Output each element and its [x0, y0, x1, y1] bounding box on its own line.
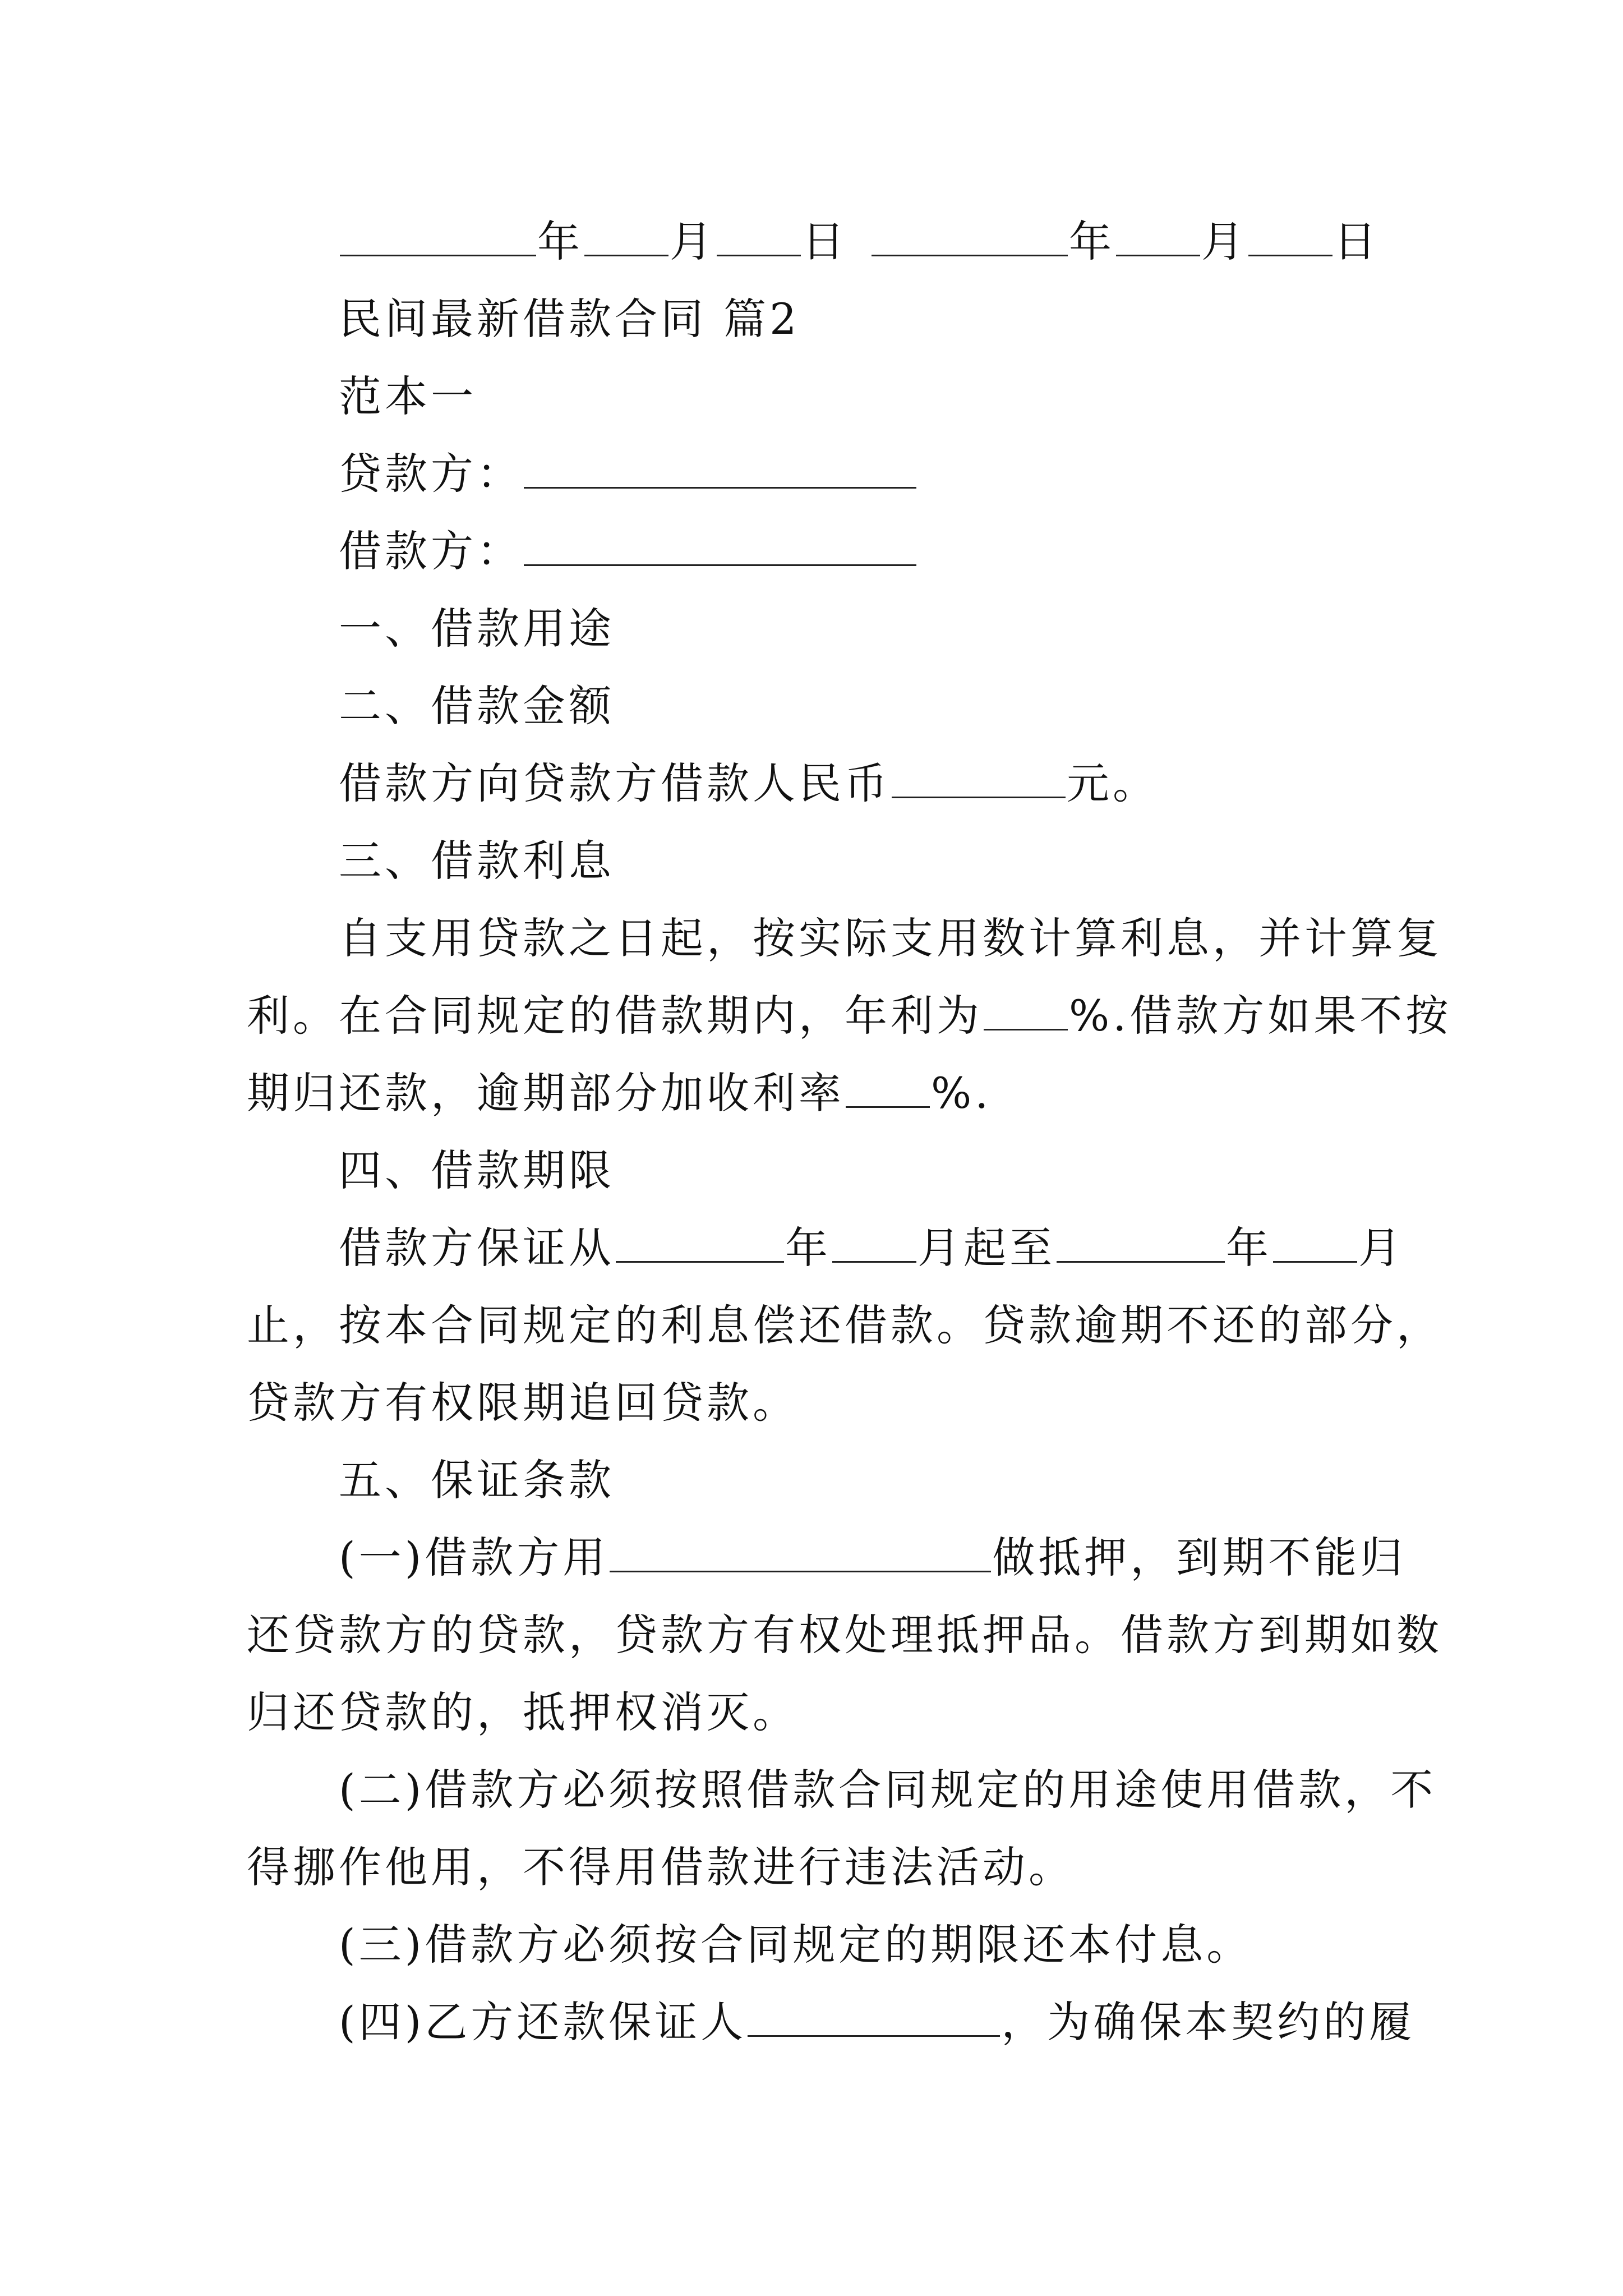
term-to-month-label: 月 [1358, 1223, 1404, 1273]
clause-3-line-1: (三)借款方必须按合同规定的期限还本付息。 [339, 1920, 1253, 1970]
section-1-title: 一、借款用途 [339, 604, 615, 654]
term-from-month-blank [832, 1224, 916, 1263]
section-2-title: 二、借款金额 [339, 681, 615, 731]
date-month-label-1: 月 [670, 217, 716, 266]
section-4-line-2: 止，按本合同规定的利息偿还借款。贷款逾期不还的部分， [247, 1300, 1442, 1350]
date-month-label-2: 月 [1201, 217, 1247, 266]
clause-2-line-1: (二)借款方必须按照借款合同规定的用途使用借款，不 [339, 1765, 1437, 1815]
section-3-line-3 [247, 1055, 1385, 1132]
borrower-line [339, 513, 1385, 590]
date-day-label-1: 日 [802, 217, 848, 266]
section-4-line-1 [339, 1209, 1404, 1287]
guarantor-label: (四)乙方还款保证人 [339, 1997, 747, 2047]
term-from-year-blank [616, 1224, 784, 1263]
blank-day-2 [1248, 218, 1332, 256]
borrower-label: 借款方： [339, 526, 523, 576]
template-title: 范本一 [339, 371, 477, 421]
collateral-blank [610, 1534, 991, 1572]
date-year-label-1: 年 [537, 217, 583, 266]
section-3-line-1: 自支用贷款之日起，按实际支用数计算利息，并计算复 [339, 913, 1442, 963]
clause-1-line-3: 归还贷款的，抵押权消灭。 [247, 1687, 799, 1737]
clause-4-line-1 [339, 1984, 1415, 2061]
lender-blank [524, 450, 916, 489]
date-year-label-2: 年 [1069, 217, 1115, 266]
interest-rate-label: 利。在合同规定的借款期内，年利为 [247, 991, 983, 1041]
overdue-rate-unit: %. [931, 1068, 992, 1118]
term-to-month-blank [1273, 1224, 1357, 1263]
loan-amount-unit: 元。 [1067, 758, 1159, 808]
section-4-line-3: 贷款方有权限期追回贷款。 [247, 1378, 799, 1428]
collateral-label: (一)借款方用 [339, 1533, 609, 1582]
clause-1-line-1 [339, 1519, 1407, 1596]
loan-amount-blank [892, 760, 1066, 798]
blank-year-1 [340, 218, 536, 256]
blank-day-1 [717, 218, 801, 256]
date-day-label-2: 日 [1334, 217, 1380, 266]
section-3-line-2 [247, 977, 1452, 1055]
section-2-text [339, 745, 1385, 822]
lender-line [339, 435, 1385, 513]
blank-year-2 [872, 218, 1068, 256]
term-to-year-blank [1057, 1224, 1225, 1263]
document-heading: 民间最新借款合同 篇2 [339, 294, 800, 344]
section-5-title: 五、保证条款 [339, 1455, 615, 1505]
lender-label: 贷款方： [339, 449, 523, 499]
blank-month-1 [584, 218, 668, 256]
loan-amount-label: 借款方向贷款方借款人民币 [339, 758, 891, 808]
overdue-rate-label: 期归还款，逾期部分加收利率 [247, 1068, 845, 1118]
collateral-text: 做抵押，到期不能归 [992, 1533, 1407, 1582]
interest-rate-text: %.借款方如果不按 [1069, 991, 1452, 1041]
clause-2-line-2: 得挪作他用，不得用借款进行违法活动。 [247, 1842, 1075, 1892]
interest-rate-blank [984, 992, 1068, 1030]
guarantor-text: ，为确保本契约的履 [1001, 1997, 1415, 2047]
term-from-year-label: 年 [785, 1223, 831, 1273]
guarantor-blank [748, 1998, 1000, 2037]
clause-1-line-2: 还贷款方的贷款，贷款方有权处理抵押品。借款方到期如数 [247, 1610, 1442, 1660]
blank-month-2 [1116, 218, 1200, 256]
section-3-title: 三、借款利息 [339, 836, 615, 886]
term-to-label: 月起至 [917, 1223, 1055, 1273]
term-to-year-label: 年 [1226, 1223, 1272, 1273]
term-from-label: 借款方保证从 [339, 1223, 615, 1273]
borrower-blank [524, 527, 916, 566]
section-4-title: 四、借款期限 [339, 1145, 615, 1195]
overdue-rate-blank [846, 1069, 930, 1108]
date-line [339, 203, 1385, 280]
